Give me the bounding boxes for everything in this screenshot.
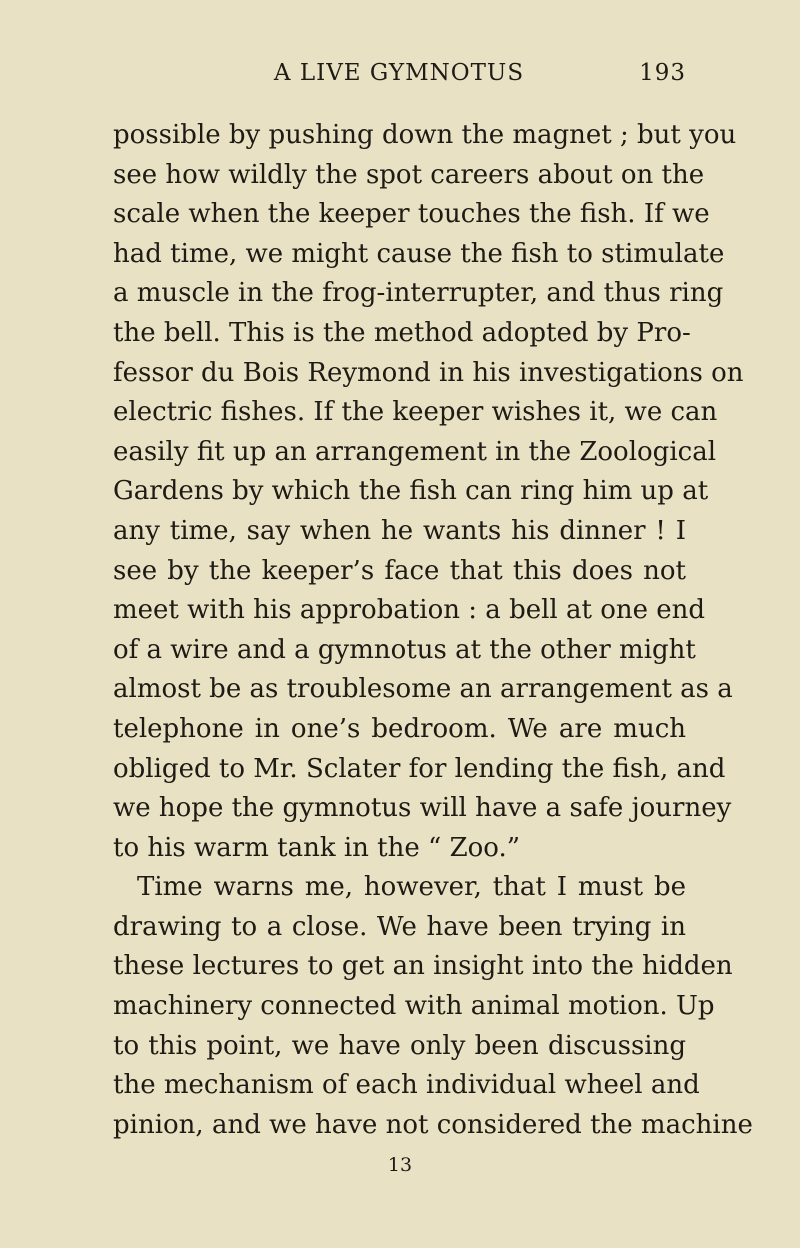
text-line: see how wildly the spot careers about on the: [113, 159, 705, 190]
text-line: telephone in one’s bedroom. We are much: [113, 713, 686, 744]
text-line: the bell. This is the method adopted by Pro-: [113, 317, 691, 348]
running-title: A LIVE GYMNOTUS: [273, 60, 525, 86]
text-line: these lectures to get an insight into the hidden: [113, 951, 733, 982]
signature-mark: 13: [387, 1154, 413, 1176]
page-number: 193: [639, 60, 686, 86]
text-line: the mechanism of each individual wheel and: [113, 1070, 700, 1101]
text-line: see by the keeper’s face that this does not: [113, 555, 686, 586]
text-line: scale when the keeper touches the fish. If we: [113, 199, 710, 230]
text-line: meet with his approbation : a bell at one end: [113, 595, 706, 626]
text-line: any time, say when he wants his dinner ! I: [113, 515, 686, 546]
text-line: Gardens by which the fish can ring him up at: [113, 476, 709, 507]
text-line: Time warns me, however, that I must be: [137, 872, 686, 903]
text-line: machinery connected with animal motion. Up: [113, 991, 715, 1022]
text-line: to his warm tank in the “ Zoo.”: [113, 832, 521, 863]
text-line: had time, we might cause the fish to stimulate: [113, 238, 725, 269]
text-line: easily fit up an arrangement in the Zoological: [113, 436, 717, 467]
text-line: almost be as troublesome an arrangement as a: [113, 674, 733, 705]
text-line: to this point, we have only been discussing: [113, 1030, 686, 1061]
text-line: possible by pushing down the magnet ; but you: [113, 120, 737, 150]
text-line: obliged to Mr. Sclater for lending the fish, and: [113, 753, 726, 784]
text-line: of a wire and a gymnotus at the other might: [113, 634, 696, 665]
text-line: we hope the gymnotus will have a safe journey: [113, 793, 732, 824]
text-line: fessor du Bois Reymond in his investigations on: [113, 357, 744, 388]
running-head: [112, 60, 686, 94]
text-line: a muscle in the frog-interrupter, and thus ring: [113, 278, 724, 309]
text-line: drawing to a close. We have been trying in: [113, 911, 686, 942]
text-line: pinion, and we have not considered the machine: [113, 1109, 753, 1140]
body-text: [113, 115, 753, 1144]
text-line: electric fishes. If the keeper wishes it, we can: [113, 397, 718, 428]
